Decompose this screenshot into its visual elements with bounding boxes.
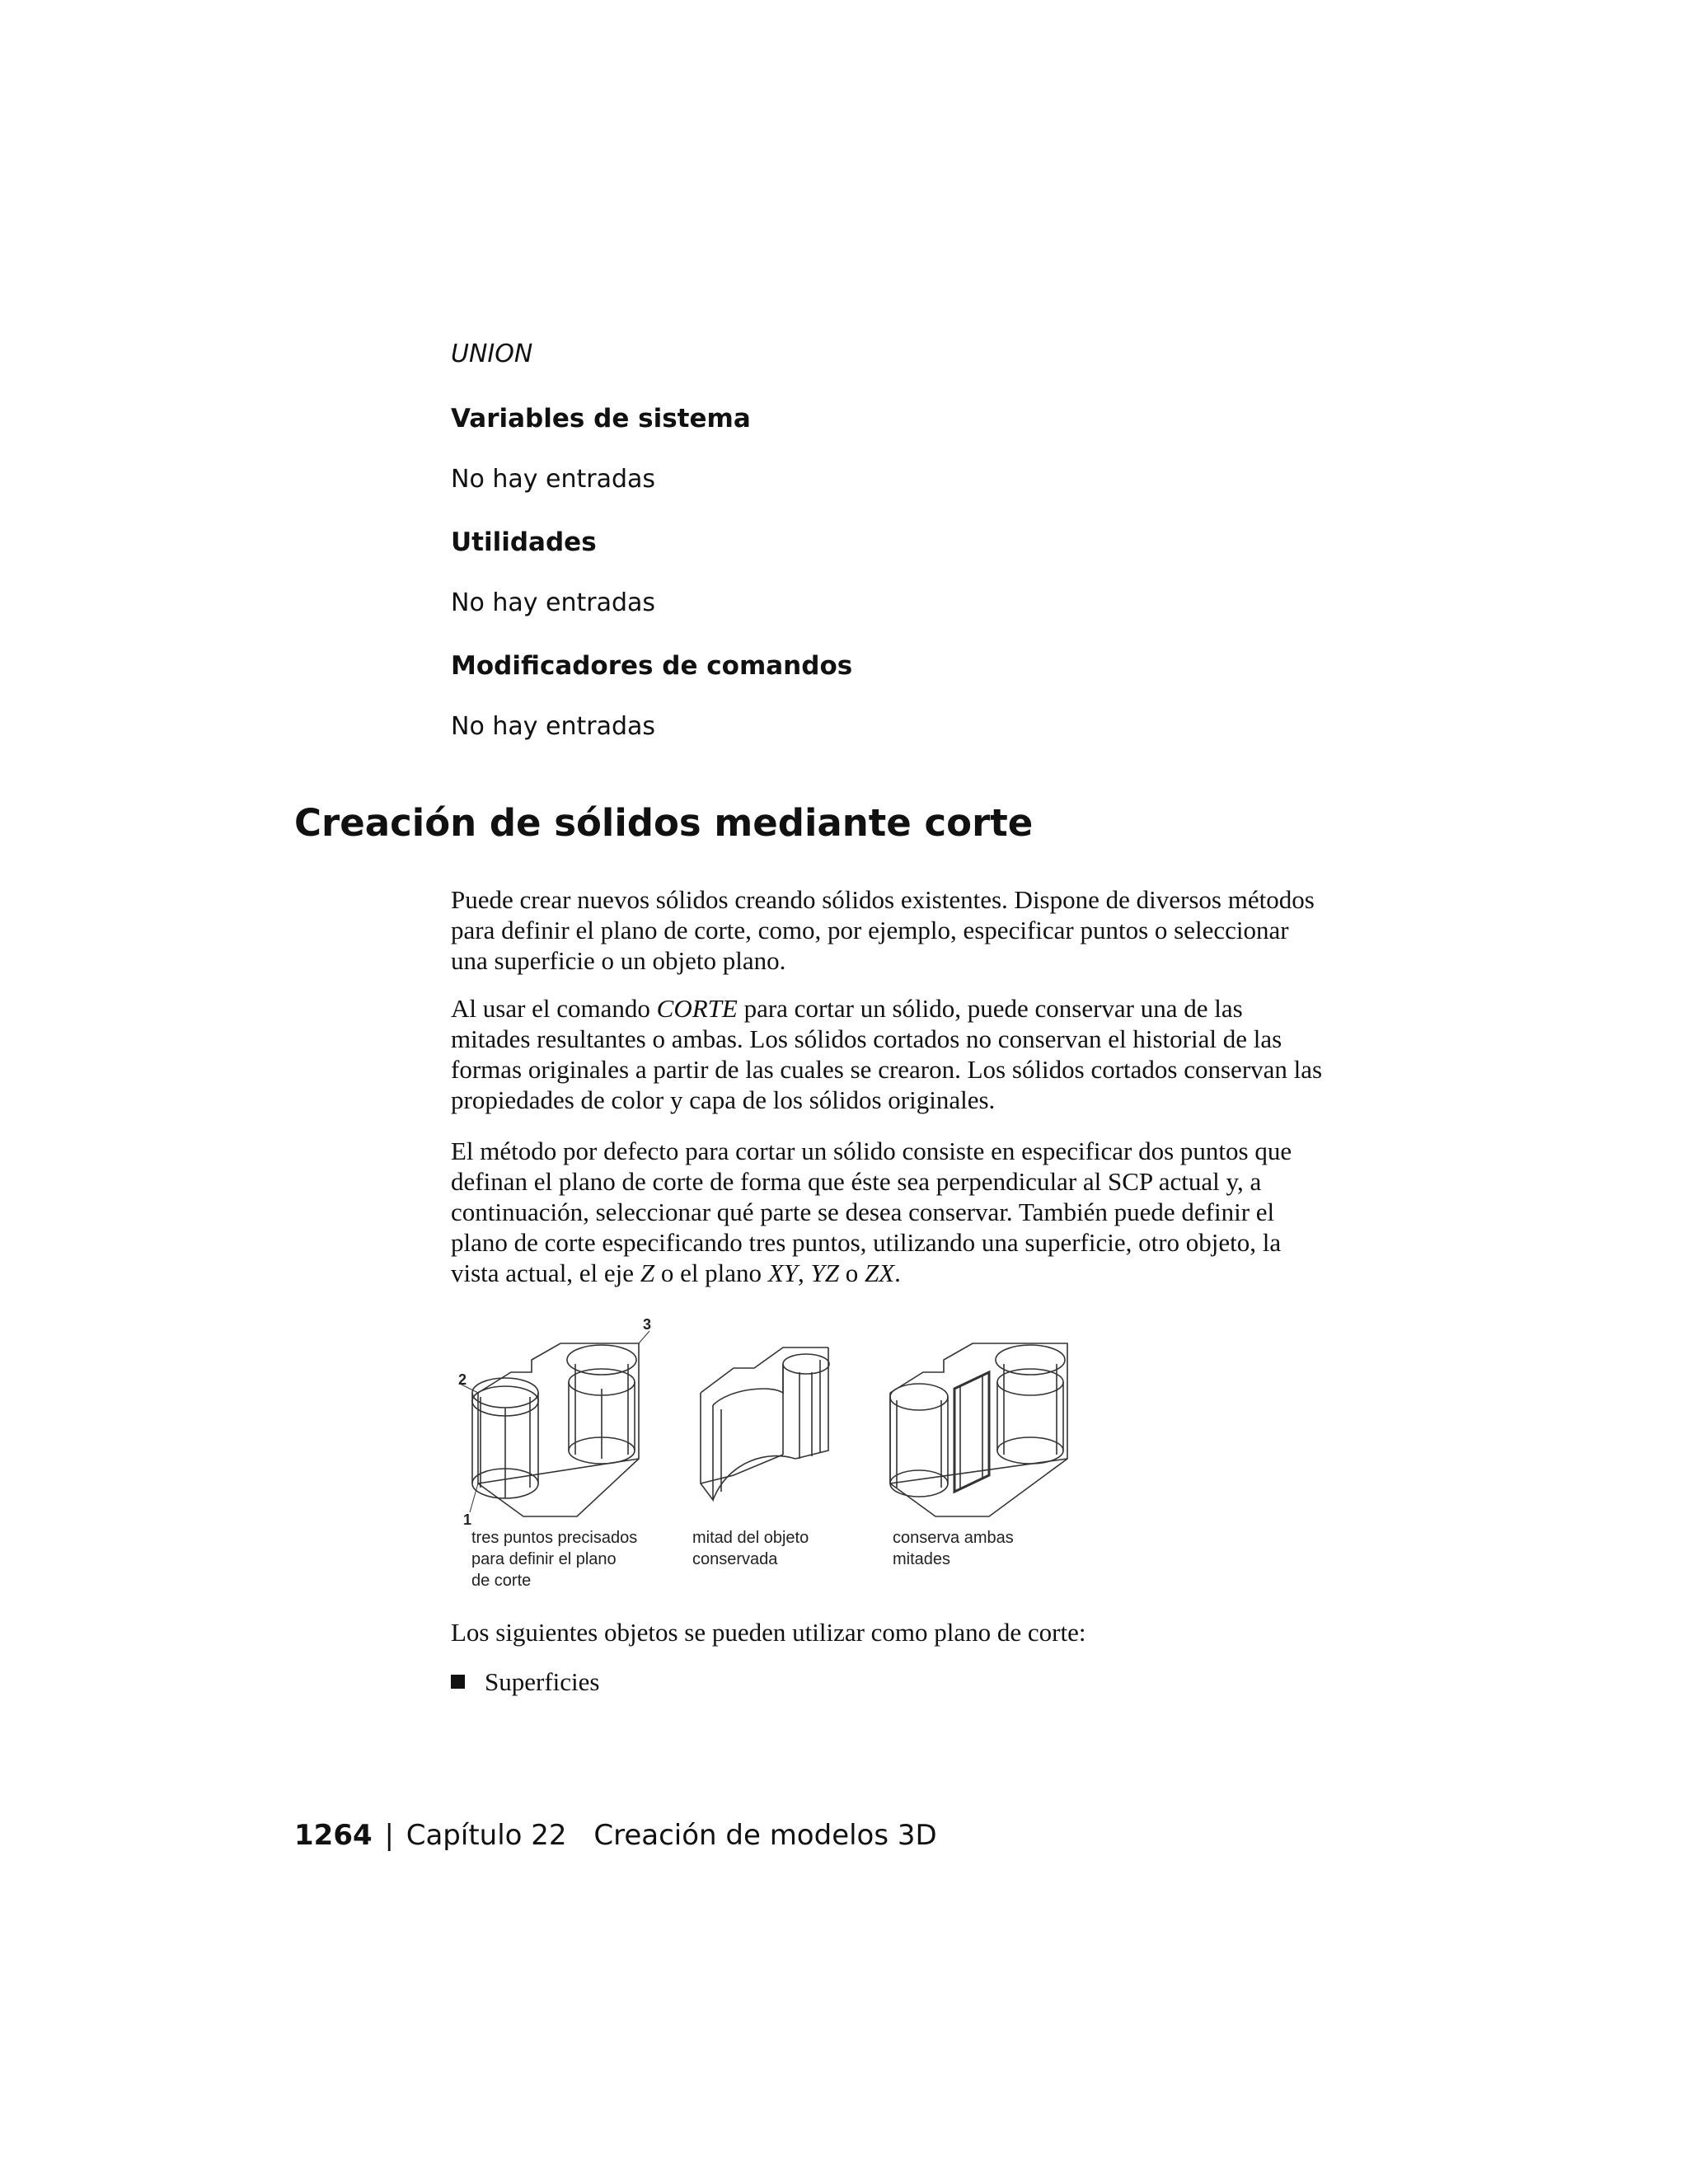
- section-text: No hay entradas: [451, 712, 656, 741]
- command-corte: CORTE: [656, 994, 738, 1023]
- caption-three-points: tres puntos precisados para definir el plano de corte: [471, 1529, 638, 1590]
- list-item: Superficies: [451, 1666, 599, 1697]
- slice-illustration: [453, 1315, 1088, 1529]
- footer-separator: |: [384, 1819, 394, 1852]
- caption-half-kept: mitad del objeto conservada: [692, 1529, 809, 1568]
- point-label-2: 2: [458, 1371, 467, 1388]
- paragraph-intro: Puede crear nuevos sólidos creando sólidos existentes. Dispone de diversos métodos para definir el plano de corte, como, por ejemplo, especificar puntos o seleccionar una superficie o un objeto plano.: [451, 885, 1315, 975]
- point-label-3: 3: [643, 1316, 652, 1333]
- page-title: Creación de sólidos mediante corte: [294, 801, 1034, 845]
- point-label-1: 1: [463, 1511, 472, 1528]
- paragraph-corte: Al usar el comando CORTE para cortar un sólido, puede conservar una de las mitades resultantes o ambas. Los sólidos cortados no conservan el historial de las formas originales a partir de las cuales se crearon. Los sólidos cortados conservan las propiedades de color y capa de los sólidos originales.: [451, 994, 1323, 1114]
- section-heading: Modificadores de comandos: [451, 651, 853, 681]
- section-text: No hay entradas: [451, 465, 656, 494]
- section-text: No hay entradas: [451, 588, 656, 617]
- page-number: 1264: [294, 1819, 373, 1852]
- caption-both-halves: conserva ambas mitades: [893, 1529, 1014, 1568]
- command-name: UNION: [451, 340, 533, 368]
- solid-full-wireframe: [462, 1331, 649, 1516]
- paragraph-default-method: El método por defecto para cortar un sólido consiste en especificar dos puntos que definan el plano de corte de forma que éste sea perpendicular al SCP actual y, a continuación, seleccionar qué parte se desea conservar. También puede definir el plano de corte especificando tres puntos, utilizando una superficie, otro objeto, la vista actual, el eje Z o el plano XY, YZ o ZX.: [451, 1137, 1292, 1287]
- section-heading: Variables de sistema: [451, 404, 751, 434]
- page-footer: [294, 1819, 937, 1852]
- section-heading: Utilidades: [451, 527, 597, 557]
- solid-half-wireframe: [701, 1347, 829, 1500]
- chapter-title: Creación de modelos 3D: [593, 1819, 937, 1852]
- list-intro: Los siguientes objetos se pueden utilizar como plano de corte:: [451, 1618, 1086, 1647]
- bullet-square-icon: [451, 1675, 465, 1689]
- slice-figure: [453, 1315, 1088, 1595]
- chapter-label: Capítulo 22: [406, 1819, 567, 1852]
- solid-both-halves-wireframe: [890, 1343, 1067, 1516]
